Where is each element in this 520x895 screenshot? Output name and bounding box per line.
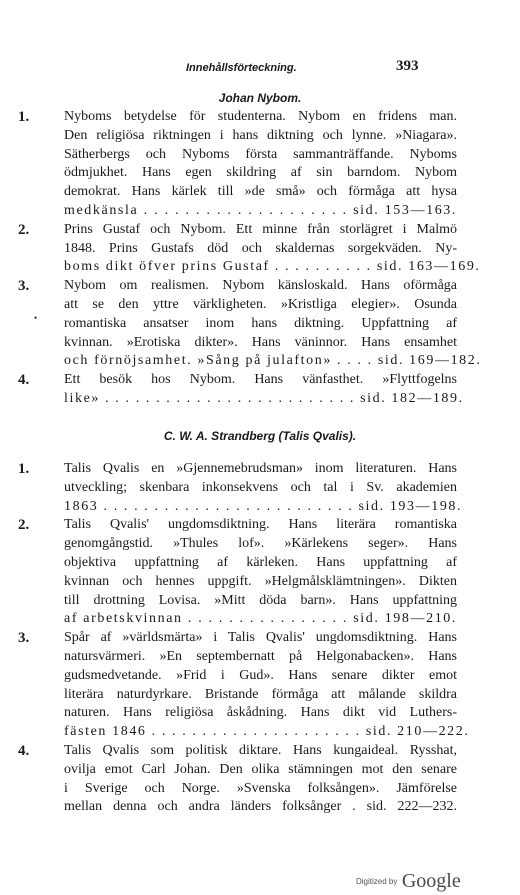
toc-entry	[0, 277, 520, 371]
entry-line: Ett besök hos Nybom. Hans vänfasthet. »Flyttfogelns	[64, 372, 457, 388]
section-heading-strandberg: C. W. A. Strandberg (Talis Qvalis).	[163, 429, 357, 443]
entry-number: 1.	[18, 461, 30, 477]
entry-line: boms dikt öfver prins Gustaf . . . . . . . . . . sid. 163—169.	[64, 259, 481, 275]
entry-line: kvinnan. »Erotiska dikter». Hans väninnor. Hans ensamhet	[64, 334, 457, 350]
entry-number: 2.	[18, 517, 30, 534]
digitized-by-google-watermark	[356, 870, 461, 893]
entry-line: af arbetskvinnan . . . . . . . . . . . . . . . . sid. 198—210.	[64, 611, 457, 627]
entry-number: 2.	[18, 221, 30, 238]
google-logo: Google	[401, 870, 461, 892]
entry-line: och förnöjsamhet. »Sång på julafton» . . . . sid. 169—182.	[64, 353, 482, 369]
entry-number: 3.	[18, 630, 30, 647]
entry-line: literära naturdyrkare. Bristande förmåga att målande skildra	[64, 686, 457, 702]
entry-line: naturen. Hans religiösa åskådning. Hans dikt vid Luthers-	[64, 705, 457, 721]
entry-number: 1.	[18, 109, 30, 125]
entry-line: 1863 . . . . . . . . . . . . . . . . . . . . . . . . . sid. 193—198.	[64, 498, 463, 514]
toc-entry	[0, 629, 520, 742]
page-number: 393	[396, 58, 419, 74]
entry-line: objektiva uppfattning af kärleken. Hans uppfattning af	[64, 554, 457, 570]
entry-number: 4.	[18, 742, 30, 759]
entry-line: utveckling; skenbara inkonsekvens och tal i Sv. akademien	[64, 479, 457, 495]
entry-line: kvinnan och hennes uppgift. »Helgmålsklämtningen». Dikten	[64, 573, 457, 589]
entry-line: genomgångstid. »Thules lof». »Kärlekens seger». Hans	[64, 536, 457, 552]
entry-line: romantiska ansatser inom hans diktning. Uppfattning af	[64, 315, 457, 331]
section-heading-nybom: Johan Nybom.	[218, 91, 302, 105]
entry-line: Den religiösa riktningen i hans diktning och lynne. »Niagara».	[64, 127, 457, 143]
entry-line: Nyboms betydelse för studenterna. Nybom en fridens man.	[64, 109, 457, 124]
toc-entry	[0, 108, 520, 221]
toc-entry	[0, 371, 520, 409]
entry-line: gudsmedvetande. »Frid i Gud». Hans senare dikter emot	[64, 667, 457, 683]
entry-line: att se den yttre värkligheten. »Kristliga elegier». Osunda	[64, 296, 457, 312]
entry-line: Talis Qvalis som politisk diktare. Hans kungaideal. Rysshat,	[64, 742, 457, 758]
entry-line: Prins Gustaf och Nybom. Ett minne från storlägret i Malmö	[64, 221, 457, 237]
entry-line: demokrat. Hans kärlek till »de små» och förmåga att hysa	[64, 184, 457, 200]
toc-section-nybom	[0, 108, 520, 409]
toc-entry	[0, 742, 520, 817]
toc-entry	[0, 221, 520, 277]
entry-line: ödmjukhet. Hans egen skildring af sin barndom. Nybom	[64, 165, 457, 181]
entry-line: medkänsla . . . . . . . . . . . . . . . . . . . . sid. 153—163.	[64, 202, 457, 218]
watermark-prefix: Digitized by	[356, 877, 398, 886]
entry-line: fästen 1846 . . . . . . . . . . . . . . . . . . . . . sid. 210—222.	[64, 724, 470, 740]
entry-line: till drottning Lovisa. »Mitt döda barn». Hans uppfattning	[64, 592, 457, 608]
entry-number: 3.	[18, 278, 30, 295]
entry-line: Talis Qvalis en »Gjennemebrudsman» inom literaturen. Hans	[64, 461, 457, 476]
entry-line: Nybom om realismen. Nybom känsloskald. Hans oförmåga	[64, 278, 457, 294]
entry-line: 1848. Prins Gustafs död och skaldernas sorgekväden. Ny-	[64, 240, 457, 256]
entry-line: Sätherbergs och Nyboms första sammanträffande. Nyboms	[64, 146, 457, 162]
entry-line: natursvärmeri. »En septembernatt på Helgonabacken». Hans	[64, 648, 457, 664]
entry-line: mellan denna och andra länders folksånger . sid. 222—232.	[64, 799, 457, 815]
entry-number: 4.	[18, 372, 30, 389]
entry-line: Talis Qvalis' ungdomsdiktning. Hans literära romantiska	[64, 517, 457, 533]
toc-entry	[0, 516, 520, 629]
entry-line: like» . . . . . . . . . . . . . . . . . . . . . . . . . sid. 182—189.	[64, 390, 464, 406]
entry-line: ovilja emot Carl Johan. Den olika stämningen mot den senare	[64, 761, 457, 777]
running-head: Innehållsförteckning.	[186, 62, 297, 74]
margin-bullet-mark: •	[34, 313, 38, 323]
toc-entry	[0, 460, 520, 516]
toc-section-strandberg	[0, 460, 520, 817]
entry-line: Spår af »världsmärta» i Talis Qvalis' ungdomsdiktning. Hans	[64, 630, 457, 646]
entry-line: i Sverige och Norge. »Svenska folksången». Jämförelse	[64, 780, 457, 796]
